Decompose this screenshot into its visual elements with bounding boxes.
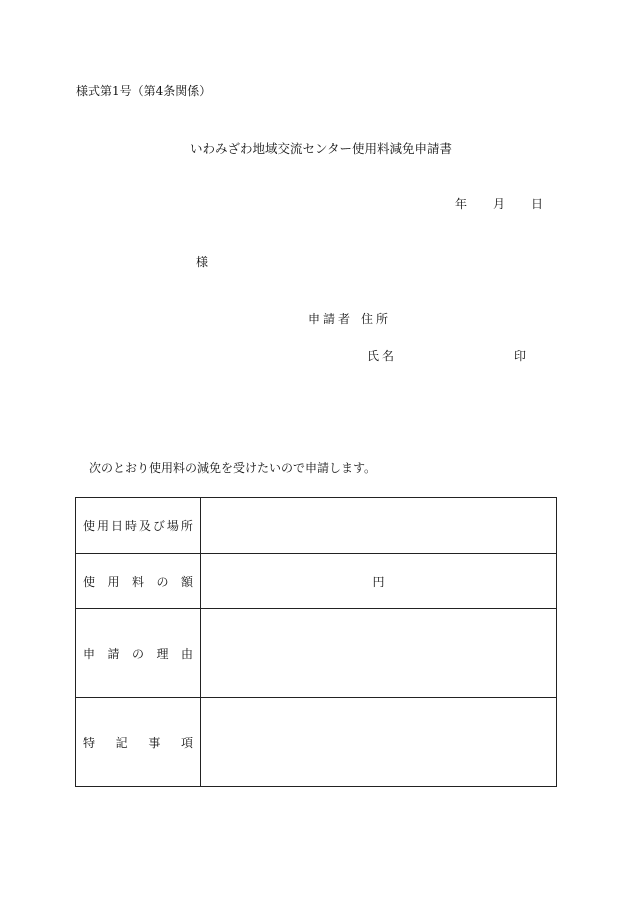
label-char: 日 — [110, 519, 123, 533]
fee-amount-field[interactable] — [201, 554, 557, 609]
year-label: 年 — [455, 197, 468, 211]
row-label-special-notes — [76, 698, 201, 787]
label-char: 及 — [138, 519, 151, 533]
seal-label: 印 — [514, 349, 527, 363]
label-char: 請 — [107, 646, 120, 661]
label-char: の — [156, 574, 169, 589]
table-row — [76, 554, 557, 609]
label-text — [76, 734, 200, 751]
row-label-usage-datetime-place — [76, 498, 201, 554]
yen-unit: 円 — [372, 574, 385, 589]
label-char: 事 — [148, 735, 161, 750]
label-char: 場 — [166, 519, 179, 533]
label-char: 由 — [180, 646, 193, 661]
intro-text: 次のとおり使用料の減免を受けたいので申請します。 — [89, 461, 377, 475]
date-line — [455, 197, 543, 211]
application-table — [75, 497, 557, 787]
form-number: 様式第1号（第4条関係） — [76, 84, 212, 98]
special-notes-field[interactable] — [201, 698, 557, 787]
table-row — [76, 498, 557, 554]
day-label: 日 — [531, 197, 544, 211]
label-char: 所 — [180, 519, 193, 533]
label-char: 用 — [96, 519, 109, 533]
month-label: 月 — [493, 197, 506, 211]
label-char: 額 — [180, 574, 193, 589]
table-row — [76, 698, 557, 787]
document-title: いわみざわ地域交流センター使用料減免申請書 — [190, 141, 453, 156]
label-char: び — [152, 519, 165, 533]
applicant-role-label: 申請者 — [308, 312, 354, 326]
label-char: 用 — [107, 574, 120, 589]
address-label: 住所 — [361, 312, 392, 326]
label-char: 理 — [156, 646, 169, 661]
row-label-reason — [76, 609, 201, 698]
row-label-fee-amount — [76, 554, 201, 609]
label-char: 記 — [115, 735, 128, 750]
addressee-suffix: 様 — [196, 255, 209, 269]
label-char: の — [131, 646, 144, 661]
label-text — [76, 645, 200, 662]
applicant-name-label: 氏名 — [367, 349, 398, 363]
label-text — [76, 573, 200, 590]
label-text — [76, 517, 200, 534]
label-char: 申 — [83, 646, 96, 661]
reason-field[interactable] — [201, 609, 557, 698]
label-char: 項 — [180, 735, 193, 750]
label-char: 使 — [83, 519, 96, 533]
usage-datetime-place-field[interactable] — [201, 498, 557, 554]
table-row — [76, 609, 557, 698]
label-char: 時 — [124, 519, 137, 533]
label-char: 使 — [83, 574, 96, 589]
applicant-address-line — [308, 312, 391, 326]
label-char: 料 — [131, 574, 144, 589]
label-char: 特 — [83, 735, 96, 750]
